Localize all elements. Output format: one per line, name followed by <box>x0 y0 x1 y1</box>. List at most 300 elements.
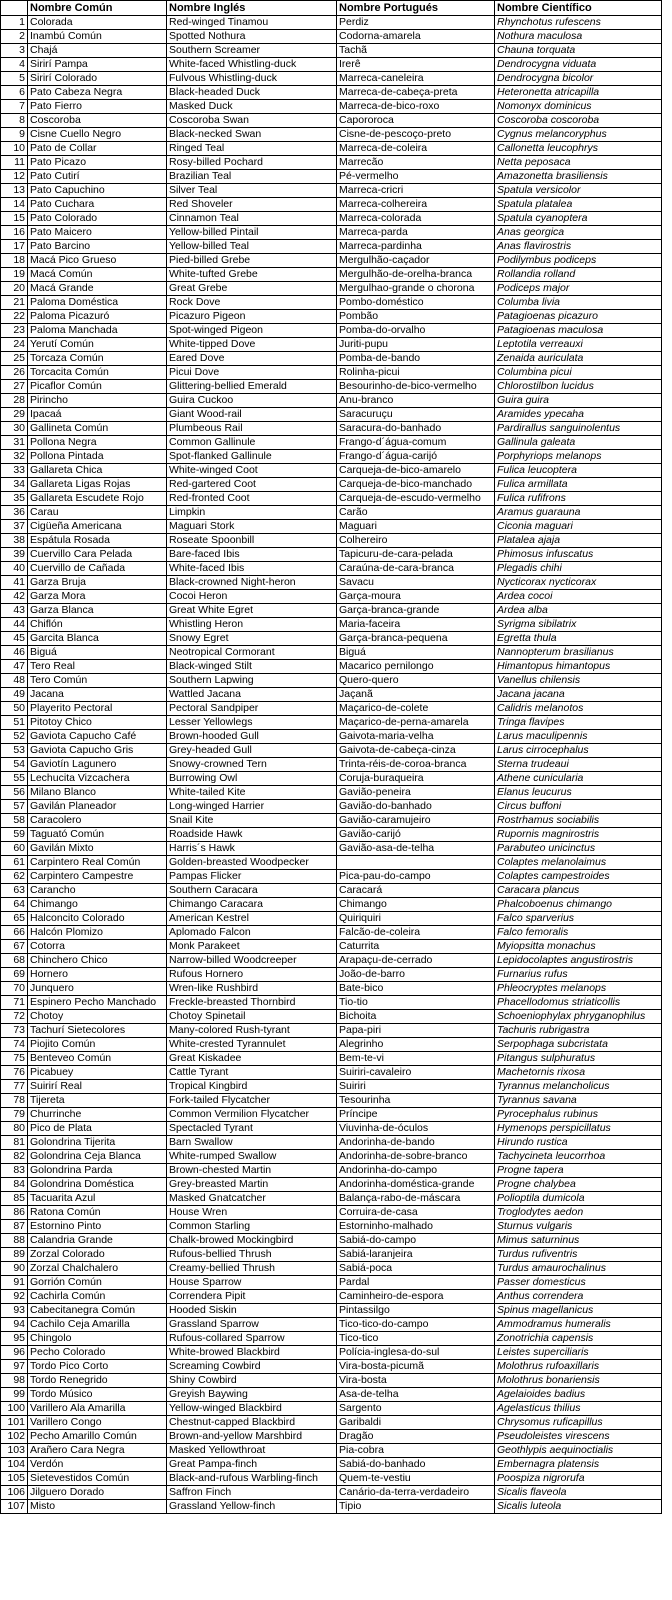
english-name-cell: Yellow-billed Teal <box>167 240 337 254</box>
scientific-name-cell: Sicalis flaveola <box>495 1486 662 1500</box>
portuguese-name-cell: Gaivota-de-cabeça-cinza <box>337 744 495 758</box>
common-name-cell: Cachirla Común <box>28 1290 167 1304</box>
portuguese-name-cell: Irerê <box>337 58 495 72</box>
common-name-cell: Varillero Ala Amarilla <box>28 1402 167 1416</box>
english-name-cell: Narrow-billed Woodcreeper <box>167 954 337 968</box>
scientific-name-cell: Fulica rufifrons <box>495 492 662 506</box>
english-name-cell: Red-gartered Coot <box>167 478 337 492</box>
portuguese-name-cell: Rolinha-picui <box>337 366 495 380</box>
scientific-name-cell: Aramus guarauna <box>495 506 662 520</box>
english-name-cell: Neotropical Cormorant <box>167 646 337 660</box>
row-number: 29 <box>1 408 28 422</box>
english-name-cell: Limpkin <box>167 506 337 520</box>
row-number: 21 <box>1 296 28 310</box>
english-name-cell: Southern Caracara <box>167 884 337 898</box>
scientific-name-cell: Coscoroba coscoroba <box>495 114 662 128</box>
scientific-name-cell: Porphyriops melanops <box>495 450 662 464</box>
portuguese-name-cell: Macarico pernilongo <box>337 660 495 674</box>
row-number: 99 <box>1 1388 28 1402</box>
table-row <box>1 324 662 338</box>
table-row <box>1 1332 662 1346</box>
portuguese-name-cell: Sabiá-do-campo <box>337 1234 495 1248</box>
table-row <box>1 1318 662 1332</box>
row-number: 14 <box>1 198 28 212</box>
english-name-cell: Ringed Teal <box>167 142 337 156</box>
table-row <box>1 128 662 142</box>
portuguese-name-cell: Bichoita <box>337 1010 495 1024</box>
common-name-cell: Chajá <box>28 44 167 58</box>
table-row <box>1 814 662 828</box>
english-name-cell: Chalk-browed Mockingbird <box>167 1234 337 1248</box>
table-row <box>1 1108 662 1122</box>
scientific-name-cell: Molothrus rufoaxillaris <box>495 1360 662 1374</box>
common-name-cell: Tordo Pico Corto <box>28 1360 167 1374</box>
row-number: 69 <box>1 968 28 982</box>
table-row <box>1 1094 662 1108</box>
row-number: 107 <box>1 1500 28 1514</box>
portuguese-name-cell: Gavião-asa-de-telha <box>337 842 495 856</box>
scientific-name-cell: Poospiza nigrorufa <box>495 1472 662 1486</box>
table-row <box>1 1178 662 1192</box>
scientific-name-cell: Caracara plancus <box>495 884 662 898</box>
common-name-cell: Ratona Común <box>28 1206 167 1220</box>
common-name-cell: Pato Cutirí <box>28 170 167 184</box>
scientific-name-cell: Egretta thula <box>495 632 662 646</box>
header-english-name: Nombre Inglés <box>167 1 337 16</box>
portuguese-name-cell: Caturrita <box>337 940 495 954</box>
scientific-name-cell: Turdus rufiventris <box>495 1248 662 1262</box>
portuguese-name-cell: Saracuruçu <box>337 408 495 422</box>
common-name-cell: Coscoroba <box>28 114 167 128</box>
english-name-cell: Yellow-winged Blackbird <box>167 1402 337 1416</box>
portuguese-name-cell: Coruja-buraqueira <box>337 772 495 786</box>
common-name-cell: Cabecitanegra Común <box>28 1304 167 1318</box>
english-name-cell: Masked Gnatcatcher <box>167 1192 337 1206</box>
portuguese-name-cell: Estorninho-malhado <box>337 1220 495 1234</box>
row-number: 70 <box>1 982 28 996</box>
table-row <box>1 520 662 534</box>
portuguese-name-cell: Marreca-parda <box>337 226 495 240</box>
english-name-cell: Great Grebe <box>167 282 337 296</box>
common-name-cell: Jacana <box>28 688 167 702</box>
common-name-cell: Piojito Común <box>28 1038 167 1052</box>
common-name-cell: Calandria Grande <box>28 1234 167 1248</box>
table-row <box>1 1220 662 1234</box>
row-number: 42 <box>1 590 28 604</box>
table-row <box>1 170 662 184</box>
scientific-name-cell: Columbina picui <box>495 366 662 380</box>
portuguese-name-cell <box>337 856 495 870</box>
row-number: 82 <box>1 1150 28 1164</box>
english-name-cell: Black-necked Swan <box>167 128 337 142</box>
english-name-cell: Grassland Yellow-finch <box>167 1500 337 1514</box>
table-row <box>1 744 662 758</box>
table-row <box>1 72 662 86</box>
scientific-name-cell: Zonotrichia capensis <box>495 1332 662 1346</box>
english-name-cell: Pied-billed Grebe <box>167 254 337 268</box>
english-name-cell: Freckle-breasted Thornbird <box>167 996 337 1010</box>
scientific-name-cell: Chauna torquata <box>495 44 662 58</box>
scientific-name-cell: Progne chalybea <box>495 1178 662 1192</box>
row-number: 71 <box>1 996 28 1010</box>
english-name-cell: Silver Teal <box>167 184 337 198</box>
portuguese-name-cell: Maria-faceira <box>337 618 495 632</box>
english-name-cell: Chotoy Spinetail <box>167 1010 337 1024</box>
common-name-cell: Jilguero Dorado <box>28 1486 167 1500</box>
english-name-cell: Great White Egret <box>167 604 337 618</box>
row-number: 43 <box>1 604 28 618</box>
english-name-cell: Black-headed Duck <box>167 86 337 100</box>
scientific-name-cell: Dendrocygna viduata <box>495 58 662 72</box>
scientific-name-cell: Ciconia maguari <box>495 520 662 534</box>
scientific-name-cell: Netta peposaca <box>495 156 662 170</box>
header-scientific-name: Nombre Científico <box>495 1 662 16</box>
row-number: 50 <box>1 702 28 716</box>
portuguese-name-cell: Tipio <box>337 1500 495 1514</box>
table-row <box>1 156 662 170</box>
scientific-name-cell: Phimosus infuscatus <box>495 548 662 562</box>
portuguese-name-cell: Pomba-de-bando <box>337 352 495 366</box>
scientific-name-cell: Chrysomus ruficapillus <box>495 1416 662 1430</box>
english-name-cell: Long-winged Harrier <box>167 800 337 814</box>
scientific-name-cell: Passer domesticus <box>495 1276 662 1290</box>
portuguese-name-cell: Cisne-de-pescoço-preto <box>337 128 495 142</box>
scientific-name-cell: Polioptila dumicola <box>495 1192 662 1206</box>
table-row <box>1 674 662 688</box>
common-name-cell: Tero Real <box>28 660 167 674</box>
table-row <box>1 1164 662 1178</box>
common-name-cell: Gaviota Capucho Café <box>28 730 167 744</box>
common-name-cell: Suirirí Real <box>28 1080 167 1094</box>
row-number: 8 <box>1 114 28 128</box>
common-name-cell: Sirirí Colorado <box>28 72 167 86</box>
portuguese-name-cell: Pica-pau-do-campo <box>337 870 495 884</box>
table-row <box>1 996 662 1010</box>
table-row <box>1 688 662 702</box>
table-row <box>1 1444 662 1458</box>
portuguese-name-cell: Carqueja-de-bico-manchado <box>337 478 495 492</box>
row-number: 94 <box>1 1318 28 1332</box>
common-name-cell: Arañero Cara Negra <box>28 1444 167 1458</box>
english-name-cell: Red-winged Tinamou <box>167 16 337 30</box>
row-number: 79 <box>1 1108 28 1122</box>
table-row <box>1 310 662 324</box>
english-name-cell: Southern Screamer <box>167 44 337 58</box>
portuguese-name-cell: Codorna-amarela <box>337 30 495 44</box>
portuguese-name-cell: Caraúna-de-cara-branca <box>337 562 495 576</box>
portuguese-name-cell: Gavião-do-banhado <box>337 800 495 814</box>
english-name-cell: Fork-tailed Flycatcher <box>167 1094 337 1108</box>
scientific-name-cell: Tyrannus melancholicus <box>495 1080 662 1094</box>
english-name-cell: Spotted Nothura <box>167 30 337 44</box>
english-name-cell: Golden-breasted Woodpecker <box>167 856 337 870</box>
row-number: 4 <box>1 58 28 72</box>
english-name-cell: Creamy-bellied Thrush <box>167 1262 337 1276</box>
table-row <box>1 1304 662 1318</box>
scientific-name-cell: Falco femoralis <box>495 926 662 940</box>
scientific-name-cell: Cygnus melancoryphus <box>495 128 662 142</box>
portuguese-name-cell: Savacu <box>337 576 495 590</box>
table-row <box>1 702 662 716</box>
common-name-cell: Gaviotín Lagunero <box>28 758 167 772</box>
portuguese-name-cell: Polícia-inglesa-do-sul <box>337 1346 495 1360</box>
english-name-cell: White-tailed Kite <box>167 786 337 800</box>
portuguese-name-cell: Maçarico-de-colete <box>337 702 495 716</box>
table-row <box>1 1388 662 1402</box>
portuguese-name-cell: Gavião-carijó <box>337 828 495 842</box>
english-name-cell: Roseate Spoonbill <box>167 534 337 548</box>
common-name-cell: Pollona Pintada <box>28 450 167 464</box>
portuguese-name-cell: Andorinha-de-sobre-branco <box>337 1150 495 1164</box>
row-number: 58 <box>1 814 28 828</box>
common-name-cell: Ipacaá <box>28 408 167 422</box>
portuguese-name-cell: Viuvinha-de-óculos <box>337 1122 495 1136</box>
common-name-cell: Halconcito Colorado <box>28 912 167 926</box>
table-row <box>1 646 662 660</box>
scientific-name-cell: Calidris melanotos <box>495 702 662 716</box>
table-row <box>1 1500 662 1514</box>
row-number: 44 <box>1 618 28 632</box>
table-row <box>1 842 662 856</box>
scientific-name-cell: Leptotila verreauxi <box>495 338 662 352</box>
table-body <box>1 16 662 1514</box>
common-name-cell: Pollona Negra <box>28 436 167 450</box>
common-name-cell: Golondrina Doméstica <box>28 1178 167 1192</box>
portuguese-name-cell: Papa-piri <box>337 1024 495 1038</box>
scientific-name-cell: Phacellodomus striaticollis <box>495 996 662 1010</box>
english-name-cell: Cocoi Heron <box>167 590 337 604</box>
common-name-cell: Playerito Pectoral <box>28 702 167 716</box>
row-number: 9 <box>1 128 28 142</box>
row-number: 18 <box>1 254 28 268</box>
table-row <box>1 940 662 954</box>
table-row <box>1 1416 662 1430</box>
scientific-name-cell: Ardea cocoi <box>495 590 662 604</box>
table-row <box>1 1346 662 1360</box>
scientific-name-cell: Spatula versicolor <box>495 184 662 198</box>
header-row <box>1 1 662 16</box>
portuguese-name-cell: Falcão-de-coleira <box>337 926 495 940</box>
table-row <box>1 478 662 492</box>
portuguese-name-cell: Frango-d´água-carijó <box>337 450 495 464</box>
table-row <box>1 954 662 968</box>
scientific-name-cell: Nothura maculosa <box>495 30 662 44</box>
portuguese-name-cell: Quiriquiri <box>337 912 495 926</box>
table-row <box>1 1472 662 1486</box>
table-row <box>1 1402 662 1416</box>
row-number: 38 <box>1 534 28 548</box>
row-number: 22 <box>1 310 28 324</box>
scientific-name-cell: Dendrocygna bicolor <box>495 72 662 86</box>
row-number: 39 <box>1 548 28 562</box>
table-row <box>1 212 662 226</box>
common-name-cell: Varillero Congo <box>28 1416 167 1430</box>
header-number <box>1 1 28 16</box>
scientific-name-cell: Mimus saturninus <box>495 1234 662 1248</box>
english-name-cell: Brazilian Teal <box>167 170 337 184</box>
scientific-name-cell: Aramides ypecaha <box>495 408 662 422</box>
common-name-cell: Inambú Común <box>28 30 167 44</box>
english-name-cell: House Sparrow <box>167 1276 337 1290</box>
row-number: 40 <box>1 562 28 576</box>
scientific-name-cell: Tachuris rubrigastra <box>495 1024 662 1038</box>
english-name-cell: Spot-flanked Gallinule <box>167 450 337 464</box>
scientific-name-cell: Podiceps major <box>495 282 662 296</box>
table-row <box>1 562 662 576</box>
common-name-cell: Estornino Pinto <box>28 1220 167 1234</box>
common-name-cell: Torcacita Común <box>28 366 167 380</box>
row-number: 92 <box>1 1290 28 1304</box>
common-name-cell: Pecho Amarillo Común <box>28 1430 167 1444</box>
portuguese-name-cell: Quem-te-vestiu <box>337 1472 495 1486</box>
portuguese-name-cell: Carão <box>337 506 495 520</box>
common-name-cell: Pato Cabeza Negra <box>28 86 167 100</box>
common-name-cell: Verdón <box>28 1458 167 1472</box>
row-number: 52 <box>1 730 28 744</box>
scientific-name-cell: Fulica armillata <box>495 478 662 492</box>
scientific-name-cell: Elanus leucurus <box>495 786 662 800</box>
common-name-cell: Cigüeña Americana <box>28 520 167 534</box>
table-row <box>1 58 662 72</box>
english-name-cell: Grassland Sparrow <box>167 1318 337 1332</box>
common-name-cell: Lechucita Vizcachera <box>28 772 167 786</box>
english-name-cell: Spectacled Tyrant <box>167 1122 337 1136</box>
scientific-name-cell: Molothrus bonariensis <box>495 1374 662 1388</box>
portuguese-name-cell: Pia-cobra <box>337 1444 495 1458</box>
table-row <box>1 436 662 450</box>
row-number: 45 <box>1 632 28 646</box>
row-number: 95 <box>1 1332 28 1346</box>
row-number: 56 <box>1 786 28 800</box>
english-name-cell: Common Gallinule <box>167 436 337 450</box>
scientific-name-cell: Rupornis magnirostris <box>495 828 662 842</box>
portuguese-name-cell: Tachã <box>337 44 495 58</box>
scientific-name-cell: Agelasticus thilius <box>495 1402 662 1416</box>
english-name-cell: Red Shoveler <box>167 198 337 212</box>
table-row <box>1 548 662 562</box>
scientific-name-cell: Chlorostilbon lucidus <box>495 380 662 394</box>
english-name-cell: Brown-chested Martin <box>167 1164 337 1178</box>
row-number: 55 <box>1 772 28 786</box>
row-number: 48 <box>1 674 28 688</box>
row-number: 68 <box>1 954 28 968</box>
english-name-cell: Barn Swallow <box>167 1136 337 1150</box>
row-number: 34 <box>1 478 28 492</box>
english-name-cell: Common Vermilion Flycatcher <box>167 1108 337 1122</box>
english-name-cell: Wattled Jacana <box>167 688 337 702</box>
common-name-cell: Macá Común <box>28 268 167 282</box>
row-number: 19 <box>1 268 28 282</box>
common-name-cell: Gavilán Mixto <box>28 842 167 856</box>
table-row <box>1 1276 662 1290</box>
scientific-name-cell: Pardirallus sanguinolentus <box>495 422 662 436</box>
row-number: 36 <box>1 506 28 520</box>
english-name-cell: Aplomado Falcon <box>167 926 337 940</box>
common-name-cell: Yerutí Común <box>28 338 167 352</box>
english-name-cell: Wren-like Rushbird <box>167 982 337 996</box>
row-number: 25 <box>1 352 28 366</box>
common-name-cell: Cotorra <box>28 940 167 954</box>
row-number: 47 <box>1 660 28 674</box>
portuguese-name-cell: Carqueja-de-escudo-vermelho <box>337 492 495 506</box>
row-number: 60 <box>1 842 28 856</box>
common-name-cell: Tordo Renegrido <box>28 1374 167 1388</box>
common-name-cell: Gallareta Ligas Rojas <box>28 478 167 492</box>
row-number: 11 <box>1 156 28 170</box>
english-name-cell: Black-winged Stilt <box>167 660 337 674</box>
table-row <box>1 1136 662 1150</box>
common-name-cell: Tero Común <box>28 674 167 688</box>
portuguese-name-cell: Tio-tio <box>337 996 495 1010</box>
row-number: 88 <box>1 1234 28 1248</box>
row-number: 105 <box>1 1472 28 1486</box>
scientific-name-cell: Troglodytes aedon <box>495 1206 662 1220</box>
portuguese-name-cell: Marreca-colorada <box>337 212 495 226</box>
scientific-name-cell: Sterna trudeaui <box>495 758 662 772</box>
english-name-cell: White-rumped Swallow <box>167 1150 337 1164</box>
portuguese-name-cell: Perdiz <box>337 16 495 30</box>
scientific-name-cell: Nomonyx dominicus <box>495 100 662 114</box>
portuguese-name-cell: Pé-vermelho <box>337 170 495 184</box>
table-row <box>1 632 662 646</box>
scientific-name-cell: Phleocryptes melanops <box>495 982 662 996</box>
table-row <box>1 100 662 114</box>
common-name-cell: Chiflón <box>28 618 167 632</box>
table-row <box>1 198 662 212</box>
common-name-cell: Pico de Plata <box>28 1122 167 1136</box>
common-name-cell: Espinero Pecho Manchado <box>28 996 167 1010</box>
english-name-cell: Plumbeous Rail <box>167 422 337 436</box>
common-name-cell: Taguató Común <box>28 828 167 842</box>
table-row <box>1 1192 662 1206</box>
table-row <box>1 450 662 464</box>
portuguese-name-cell: Biguá <box>337 646 495 660</box>
english-name-cell: Rufous Hornero <box>167 968 337 982</box>
portuguese-name-cell: Gaivota-maria-velha <box>337 730 495 744</box>
portuguese-name-cell: Frango-d´água-comum <box>337 436 495 450</box>
table-row <box>1 142 662 156</box>
row-number: 72 <box>1 1010 28 1024</box>
table-row <box>1 1024 662 1038</box>
row-number: 87 <box>1 1220 28 1234</box>
scientific-name-cell: Anthus correndera <box>495 1290 662 1304</box>
row-number: 54 <box>1 758 28 772</box>
table-row <box>1 30 662 44</box>
row-number: 17 <box>1 240 28 254</box>
common-name-cell: Cachilo Ceja Amarilla <box>28 1318 167 1332</box>
row-number: 32 <box>1 450 28 464</box>
portuguese-name-cell: Andorinha-do-campo <box>337 1164 495 1178</box>
portuguese-name-cell: Juriti-pupu <box>337 338 495 352</box>
scientific-name-cell: Patagioenas picazuro <box>495 310 662 324</box>
scientific-name-cell: Himantopus himantopus <box>495 660 662 674</box>
english-name-cell: Great Pampa-finch <box>167 1458 337 1472</box>
scientific-name-cell: Pitangus sulphuratus <box>495 1052 662 1066</box>
row-number: 16 <box>1 226 28 240</box>
english-name-cell: Saffron Finch <box>167 1486 337 1500</box>
common-name-cell: Gavilán Planeador <box>28 800 167 814</box>
scientific-name-cell: Leistes superciliaris <box>495 1346 662 1360</box>
scientific-name-cell: Turdus amaurochalinus <box>495 1262 662 1276</box>
common-name-cell: Sietevestidos Común <box>28 1472 167 1486</box>
english-name-cell: Rufous-bellied Thrush <box>167 1248 337 1262</box>
portuguese-name-cell: Marreca-de-cabeça-preta <box>337 86 495 100</box>
english-name-cell: Correndera Pipit <box>167 1290 337 1304</box>
table-row <box>1 1150 662 1164</box>
common-name-cell: Golondrina Tijerita <box>28 1136 167 1150</box>
portuguese-name-cell: Caracará <box>337 884 495 898</box>
portuguese-name-cell: Besourinho-de-bico-vermelho <box>337 380 495 394</box>
